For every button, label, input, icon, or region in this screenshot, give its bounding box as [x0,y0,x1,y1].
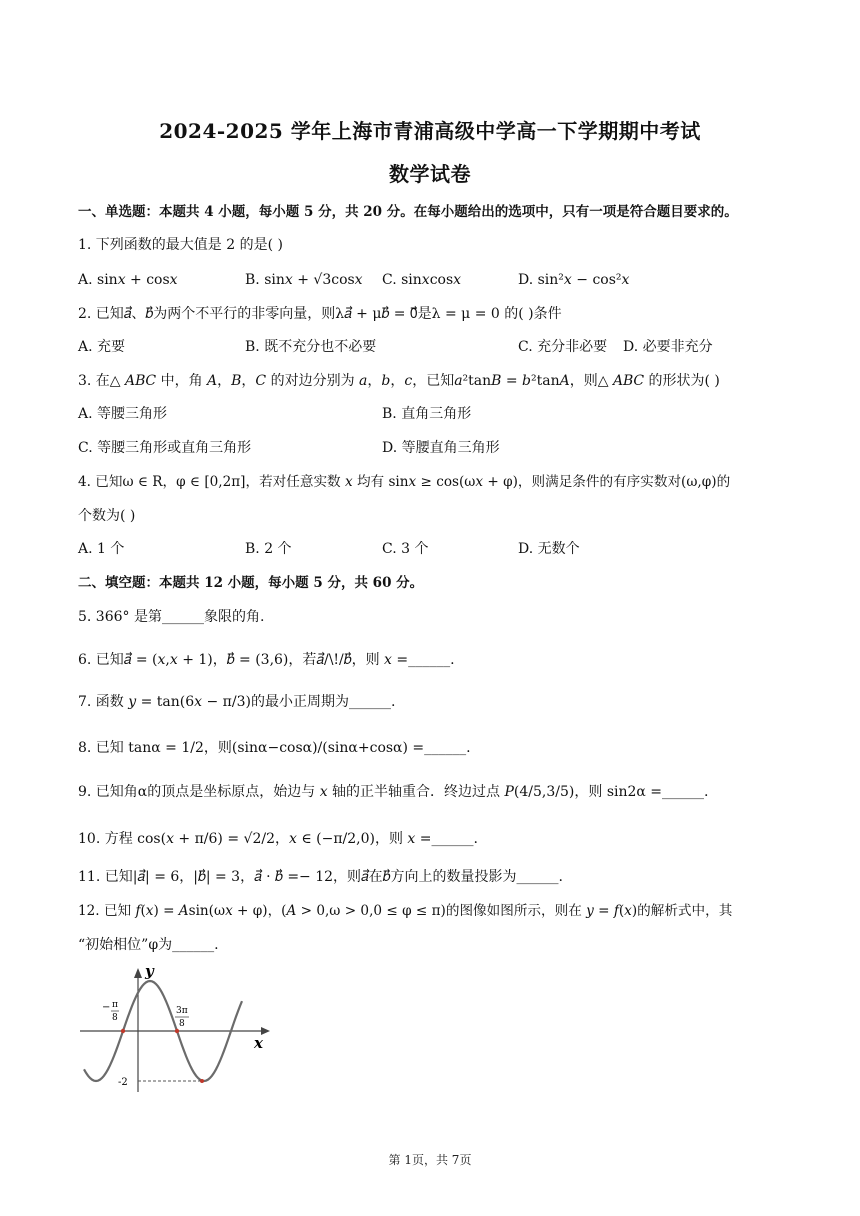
zero-point-left [121,1029,125,1033]
question-12-line-1: 12. 已知 𝑓(𝑥) = 𝐴sin(ω𝑥 + φ)，(𝐴 > 0,ω > 0,0 ≤ φ ≤ π)的图像如图所示，则在 𝑦 = 𝑓(𝑥)的解析式中，其 [78,903,733,919]
q3-option-a: A. 等腰三角形 [78,406,168,422]
question-12-line-2: “初始相位”φ为______. [78,937,219,953]
tick-3pi-over-8-den: 8 [179,1019,185,1029]
page-footer: 第 1页，共 7页 [388,1153,472,1167]
question-2: 2. 已知𝑎⃗、𝑏⃗为两个不平行的非零向量，则λ𝑎⃗ + μ𝑏⃗ = 0⃗是λ = μ = 0 的( )条件 [78,306,562,322]
q3-option-c: C. 等腰三角形或直角三角形 [78,440,252,456]
question-4-line-2: 个数为( ) [78,508,136,524]
sine-graph [70,960,280,1095]
q2-option-a: A. 充要 [78,339,126,355]
tick-neg-pi-over-8 [102,1000,119,1023]
page-title: 2024-2025 学年上海市青浦高级中学高一下学期期中考试 [159,119,701,143]
q4-option-c: C. 3 个 [382,541,429,557]
min-point [200,1079,204,1083]
question-9: 9. 已知角α的顶点是坐标原点，始边与 𝑥 轴的正半轴重合．终边过点 𝑃(4/5,3/5)，则 sin2α =______. [78,784,709,800]
y-axis-label: y [145,962,154,980]
q1-option-b: B. sin𝑥 + √3cos𝑥 [245,272,363,288]
q2-option-b: B. 既不充分也不必要 [245,339,377,355]
question-1: 1. 下列函数的最大值是 2 的是( ) [78,237,283,253]
q4-option-b: B. 2 个 [245,541,292,557]
page-subtitle: 数学试卷 [389,162,471,186]
q1-option-a: A. sin𝑥 + cos𝑥 [78,272,178,288]
x-axis-label: x [254,1034,263,1052]
q1-option-d: D. sin²𝑥 − cos²𝑥 [518,272,630,288]
q2-option-d: D. 必要非充分 [623,339,713,355]
question-4-line-1: 4. 已知ω ∈ R，φ ∈ [0,2π]，若对任意实数 𝑥 均有 sin𝑥 ≥ cos(ω𝑥 + φ)，则满足条件的有序实数对(ω,φ)的 [78,474,731,490]
q3-option-d: D. 等腰直角三角形 [382,440,500,456]
tick-3pi-over-8 [175,1006,189,1029]
tick-neg-pi-over-8-num: π [112,1000,118,1010]
q2-option-c: C. 充分非必要 [518,339,608,355]
svg-text:−: − [102,1002,111,1013]
q4-option-a: A. 1 个 [78,541,125,557]
zero-point-right [175,1029,179,1033]
tick-minus-2: -2 [118,1077,128,1088]
question-10: 10. 方程 cos(𝑥 + π/6) = √2/2，𝑥 ∈ (−π/2,0)，则 𝑥 =______. [78,831,478,847]
question-8: 8. 已知 tanα = 1/2，则(sinα−cosα)/(sinα+cosα) =______. [78,740,471,756]
question-11: 11. 已知|𝑎⃗| = 6，|𝑏⃗| = 3，𝑎⃗ · 𝑏⃗ =− 12，则𝑎⃗在𝑏⃗方向上的数量投影为______. [78,869,563,885]
tick-3pi-over-8-num: 3π [176,1006,188,1016]
q1-option-c: C. sin𝑥cos𝑥 [382,272,462,288]
section-heading-single-choice: 一、单选题：本题共 4 小题，每小题 5 分，共 20 分。在每小题给出的选项中，只有一项是符合题目要求的。 [78,204,738,220]
tick-neg-pi-over-8-den: 8 [112,1013,118,1023]
question-5: 5. 366° 是第______象限的角. [78,609,265,625]
question-6: 6. 已知𝑎⃗ = (𝑥,𝑥 + 1)，𝑏⃗ = (3,6)，若𝑎⃗/\!/𝑏⃗，则 𝑥 =______. [78,652,455,668]
section-heading-fill-in: 二、填空题：本题共 12 小题，每小题 5 分，共 60 分。 [78,575,424,591]
q3-option-b: B. 直角三角形 [382,406,472,422]
q4-option-d: D. 无数个 [518,541,580,557]
question-7: 7. 函数 𝑦 = tan(6𝑥 − π/3)的最小正周期为______. [78,694,396,710]
question-3: 3. 在△ 𝐴𝐵𝐶 中，角 𝐴，𝐵，𝐶 的对边分别为 𝑎，𝑏，𝑐，已知𝑎²tan𝐵 = 𝑏²tan𝐴，则△ 𝐴𝐵𝐶 的形状为( ) [78,373,720,389]
